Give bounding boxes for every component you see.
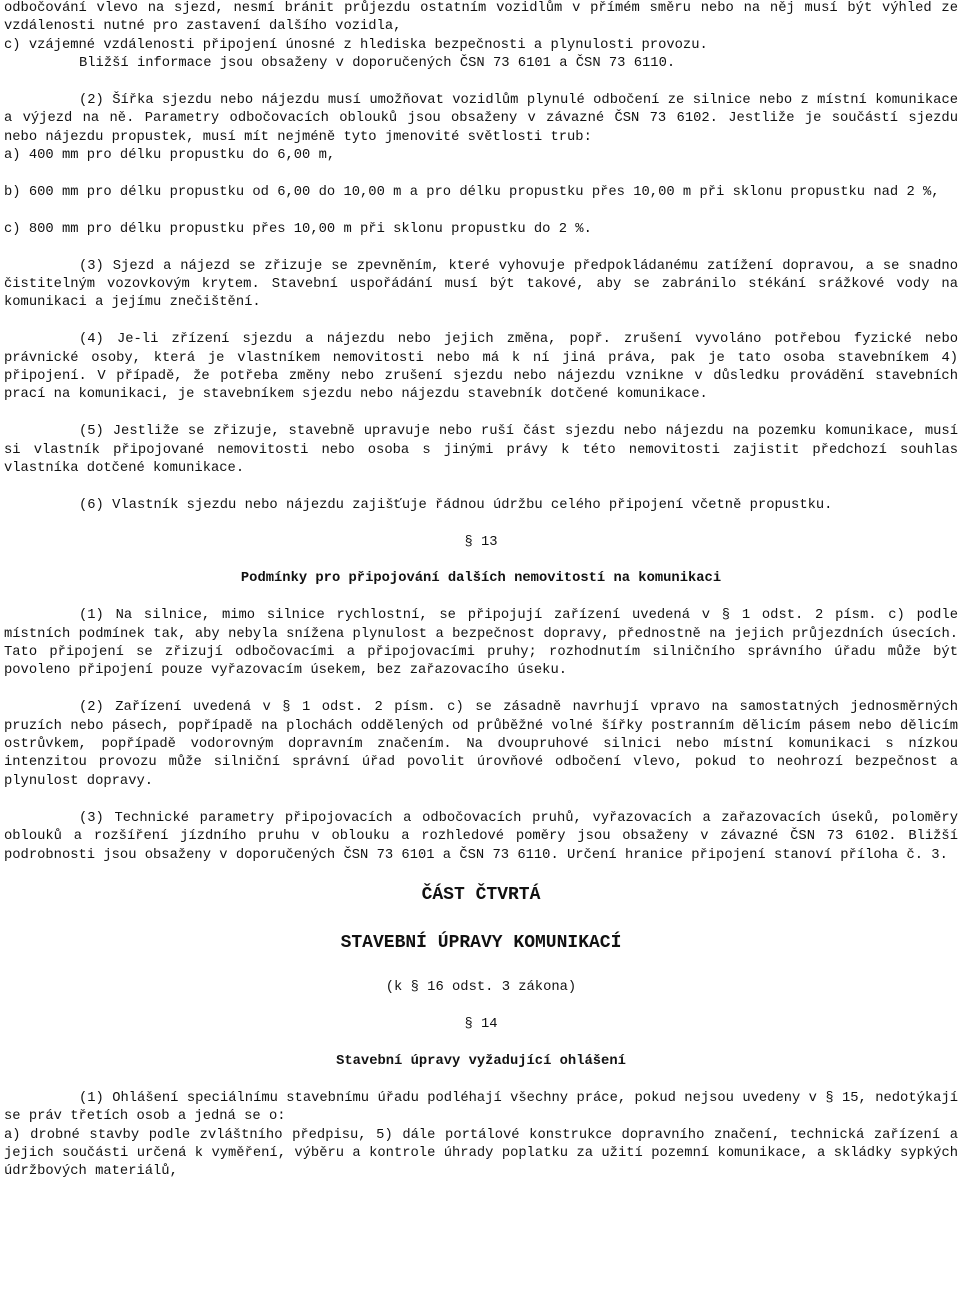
document-page xyxy=(4,0,958,1182)
section-14-title: Stavební úpravy vyžadující ohlášení xyxy=(336,1053,626,1069)
part-title: ČÁST ČTVRTÁ xyxy=(421,885,541,906)
paragraph-continuation: odbočování vlevo na sjezd, nesmí bránit průjezdu ostatním vozidlům v přímém směru nebo na něj musí být výhled ze vzdálenosti nutné pro zastavení dalšího vozidla, xyxy=(4,1,958,35)
paragraph-4: (4) Je-li zřízení sjezdu a nájezdu nebo jejich změna, popř. zrušení vyvoláno potřebou fyzické nebo právnické osoby, která je vlastníkem nemovitosti nebo má k ní jiná práva, pak je tato osoba stavebníkem 4) připojení. V případě, že potřeba změny nebo zrušení sjezdu nebo nájezdu vznikne v důsledku provádění stavebních prací na komunikaci, je stavebníkem sjezdu nebo nájezdu stavebník dotčené komunikace. xyxy=(4,332,958,403)
paragraph-5: (5) Jestliže se zřizuje, stavebně upravuje nebo ruší část sjezdu nebo nájezdu na pozemku komunikace, musí si vlastník připojované nemovitosti nebo osoba s jinými právy k této nemovitosti zajistit předchozí souhlas vlastníka dotčené komunikace. xyxy=(4,424,958,477)
paragraph-2-item-a: a) 400 mm pro délku propustku do 6,00 m, xyxy=(4,148,336,164)
section-13-paragraph-1: (1) Na silnice, mimo silnice rychlostní, se připojují zařízení uvedená v § 1 odst. 2 písm. c) podle místních podmínek tak, aby nebyla snížena plynulost a bezpečnost dopravy, přednostně na jejich průjezdních úsecích. Tato připojení se zřizují odbočovacími a připojovacími pruhy; rozhodnutím silničního správního úřadu může být povoleno připojení pouze vyřazovacím úsekem, bez zařazovacího úseku. xyxy=(4,608,958,679)
section-14-paragraph-1: (1) Ohlášení speciálnímu stavebnímu úřadu podléhají všechny práce, pokud nejsou uvedeny v § 15, nedotýkají se práv třetích osob a jedná se o: xyxy=(4,1090,958,1125)
part-law-reference: (k § 16 odst. 3 zákona) xyxy=(385,980,577,996)
paragraph-2-item-b: b) 600 mm pro délku propustku od 6,00 do 10,00 m a pro délku propustku přes 10,00 m při sklonu propustku nad 2 %, xyxy=(4,185,940,201)
part-subtitle: STAVEBNÍ ÚPRAVY KOMUNIKACÍ xyxy=(340,933,622,954)
section-13-paragraph-3: (3) Technické parametry připojovacích a odbočovacích pruhů, vyřazovacích a zařazovacích úseků, poloměry oblouků a rozšíření jízdního pruhu v oblouku a rozhledové poměry jsou obsaženy v závazné ČSN 73 6102. Bližší podrobnosti jsou obsaženy v doporučených ČSN 73 6101 a ČSN 73 6110. Určení hranice připojení stanoví příloha č. 3. xyxy=(4,810,958,863)
paragraph-3: (3) Sjezd a nájezd se zřizuje se zpevněním, které vyhovuje předpokládanému zatížení dopravou, a se snadno čistitelným vozovkovým krytem. Stavební uspořádání musí být takové, aby se zabránilo stékání srážkové vody na komunikaci a jejímu znečištění. xyxy=(4,258,958,311)
paragraph-2: (2) Šířka sjezdu nebo nájezdu musí umožňovat vozidlům plynulé odbočení ze silnice nebo z místní komunikace a výjezd na ně. Parametry odbočovacích oblouků jsou obsaženy v závazné ČSN 73 6102. Jestliže je součástí sjezdu nebo nájezdu propustek, musí mít nejméně tyto jmenovité světlosti trub: xyxy=(4,93,958,145)
section-13-mark: § 13 xyxy=(464,534,498,550)
paragraph-item-c: c) vzájemné vzdálenosti připojení únosné z hlediska bezpečnosti a plynulosti provozu. xyxy=(4,37,708,53)
paragraph-reference-note: Bližší informace jsou obsaženy v doporučených ČSN 73 6101 a ČSN 73 6110. xyxy=(79,56,676,72)
paragraph-6: (6) Vlastník sjezdu nebo nájezdu zajišťuje řádnou údržbu celého připojení včetně propustku. xyxy=(79,497,833,513)
section-13-paragraph-2: (2) Zařízení uvedená v § 1 odst. 2 písm. c) se zásadně navrhují vpravo na samostatných jednosměrných pruzích nebo pásech, popřípadě na plochách oddělených od průběžné volné šířky postranním dělicím pásem nebo dělicím ostrůvkem, popřípadě vodorovným dopravním značením. Na dvoupruhové silnici nebo místní komunikaci s nízkou intenzitou provozu může silniční správní úřad povolit úrovňové odbočení vlevo, pokud to neohrozí bezpečnost a plynulost dopravy. xyxy=(4,700,958,789)
section-14-paragraph-1-item-a: a) drobné stavby podle zvláštního předpisu, 5) dále portálové konstrukce dopravního značení, technická zařízení a jejich součásti určená k vyměření, výběru a kontrole úhrady poplatku za užití pozemní komunikace, a skládky sypkých údržbových materiálů, xyxy=(4,1127,958,1180)
paragraph-2-item-c: c) 800 mm pro délku propustku přes 10,00 m při sklonu propustku do 2 %. xyxy=(4,221,592,237)
section-13-title: Podmínky pro připojování dalších nemovitostí na komunikaci xyxy=(240,571,722,587)
section-14-mark: § 14 xyxy=(464,1017,498,1033)
